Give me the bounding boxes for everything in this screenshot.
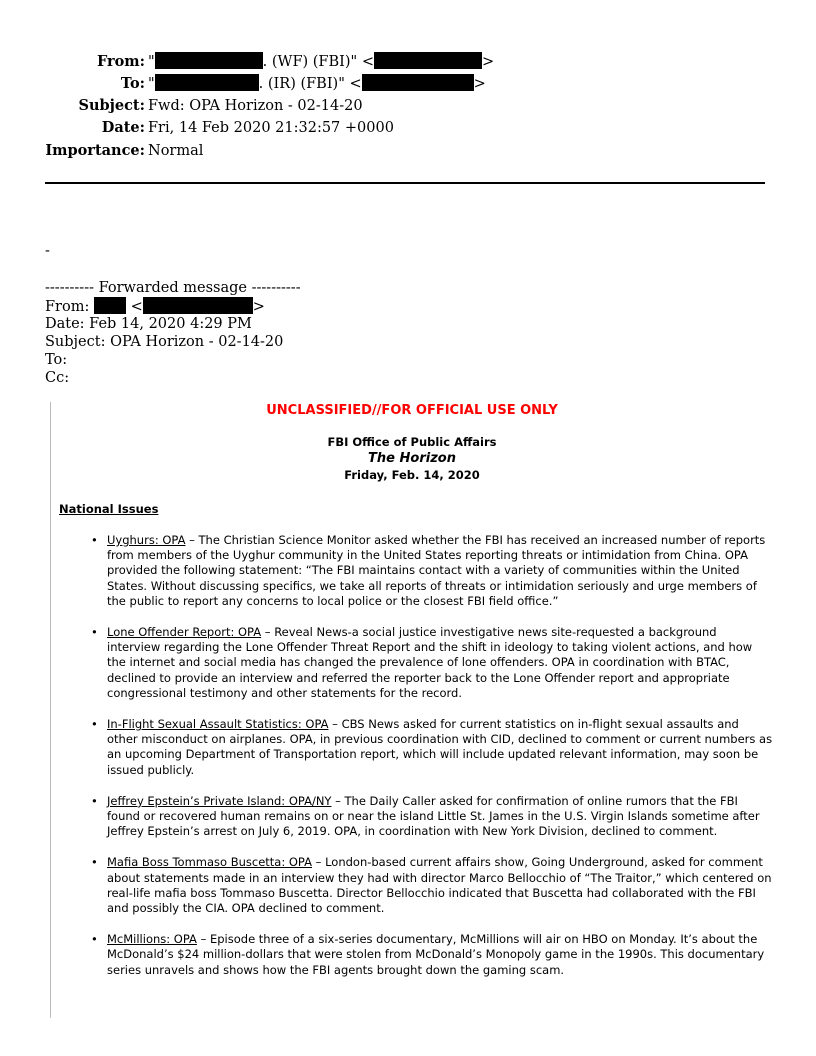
header-divider — [45, 182, 765, 184]
importance-label: Importance: — [45, 142, 145, 159]
forwarded-cc: Cc: — [45, 370, 70, 386]
forwarded-date: Date: Feb 14, 2020 4:29 PM — [45, 316, 252, 332]
to-row — [0, 74, 816, 94]
item-text: – The Daily Caller asked for confirmation of online rumors that the FBI found or recovered human remains on or near the island Little St. James in the U.S. Virgin Islands sometime after Jeffrey Epstein’s arrest on July 6, 2019. OPA, in coordination with New York Division, declined to comment. — [107, 793, 760, 839]
forwarded-marker: ---------- Forwarded message ---------- — [45, 280, 301, 296]
forward-dash: - — [45, 243, 50, 259]
importance-value: Normal — [148, 143, 204, 159]
forwarded-subject: Subject: OPA Horizon - 02-14-20 — [45, 334, 284, 350]
from-value: " . (WF) (FBI)" < > — [148, 54, 495, 70]
date-row — [0, 118, 816, 138]
bullet-icon: • — [91, 625, 98, 640]
news-items — [59, 533, 773, 978]
item-topic: Mafia Boss Tommaso Buscetta: OPA — [107, 855, 313, 870]
date-value: Fri, 14 Feb 2020 21:32:57 +0000 — [148, 120, 394, 136]
office-name: FBI Office of Public Affairs — [327, 435, 497, 449]
masthead — [51, 434, 773, 483]
redaction-block — [155, 74, 259, 91]
subject-label: Subject: — [78, 97, 145, 114]
from-label: From: — [96, 53, 145, 70]
bullet-icon: • — [91, 533, 98, 547]
bullet-icon: • — [91, 717, 98, 732]
item-text: – The Christian Science Monitor asked whether the FBI has received an increased number of reports from members of the Uyghur community in the United States reporting threats or intimidation from China. OPA provided the following statement: “The FBI maintains contact with a variety of communities within the United States. Without discussing specifics, we take all reports of threats or intimidation seriously and urge members of the public to report any concerns to local police or the closest FBI field office.” — [107, 533, 766, 608]
item-topic: Jeffrey Epstein’s Private Island: OPA/NY — [107, 793, 332, 808]
list-item — [91, 625, 773, 701]
newsletter-body — [59, 402, 773, 994]
date-label: Date: — [101, 119, 145, 136]
item-topic: Uyghurs: OPA — [107, 533, 186, 547]
redaction-block — [155, 52, 263, 69]
item-text: – Reveal News-a social justice investigative news site-requested a background interview regarding the Lone Offender Threat Report and the shift in ideology to taking violent actions, and how the internet and social media has changed the prevalence of lone offenders. OPA in coordination with BTAC, declined to provide an interview and referred the reporter back to the Lone Offender report and appropriate congressional testimony and other statements for the record. — [107, 625, 753, 700]
item-topic: In-Flight Sexual Assault Statistics: OPA — [107, 717, 329, 732]
list-item — [91, 533, 773, 609]
subject-value: Fwd: OPA Horizon - 02-14-20 — [148, 98, 363, 114]
item-text: – Episode three of a six-series documentary, McMillions will air on HBO on Monday. It’s about the McDonald’s $24 million-dollars that were stolen from McDonald’s Monopoly game in the 1990s. This documentary series unravels and shows how the FBI agents brought down the gaming scam. — [107, 932, 765, 977]
redaction-block — [94, 297, 126, 314]
redaction-block — [362, 74, 474, 91]
list-item — [91, 793, 773, 840]
item-text: – London-based current affairs show, Going Underground, asked for comment about statements made in an interview they had with director Marco Bellocchio of “The Traitor,” which centered on real-life mafia boss Tommaso Buscetta. Director Bellocchio indicated that Buscetta had collaborated with the FBI and possibly the CIA. OPA declined to comment. — [107, 855, 772, 916]
newsletter-title: The Horizon — [368, 451, 456, 466]
list-item — [91, 932, 773, 978]
forwarded-to: To: — [45, 352, 68, 368]
to-value: " . (IR) (FBI)" < > — [148, 76, 486, 92]
redaction-block — [374, 52, 482, 69]
from-row — [0, 52, 816, 72]
to-label: To: — [120, 75, 145, 92]
bullet-icon: • — [91, 793, 98, 808]
list-item — [91, 855, 773, 916]
bullet-icon: • — [91, 855, 98, 870]
forwarded-from: From: < > — [45, 299, 265, 315]
item-topic: McMillions: OPA — [107, 932, 197, 947]
bullet-icon: • — [91, 932, 98, 947]
newsletter-date: Friday, Feb. 14, 2020 — [344, 468, 480, 482]
section-title: National Issues — [59, 502, 159, 516]
redaction-block — [143, 297, 253, 314]
importance-row — [0, 141, 816, 161]
quote-bar — [50, 402, 51, 1018]
item-topic: Lone Offender Report: OPA — [107, 625, 262, 640]
list-item — [91, 717, 773, 778]
classification-banner: UNCLASSIFIED//FOR OFFICIAL USE ONLY — [266, 403, 558, 418]
item-text: – CBS News asked for current statistics on in-flight sexual assaults and other misconduct on airplanes. OPA, in previous coordination with CID, declined to comment or current numbers as an upcoming Department of Transportation report, which will include updated relevant information, may soon be issued publicly. — [107, 717, 773, 777]
subject-row — [0, 96, 816, 116]
